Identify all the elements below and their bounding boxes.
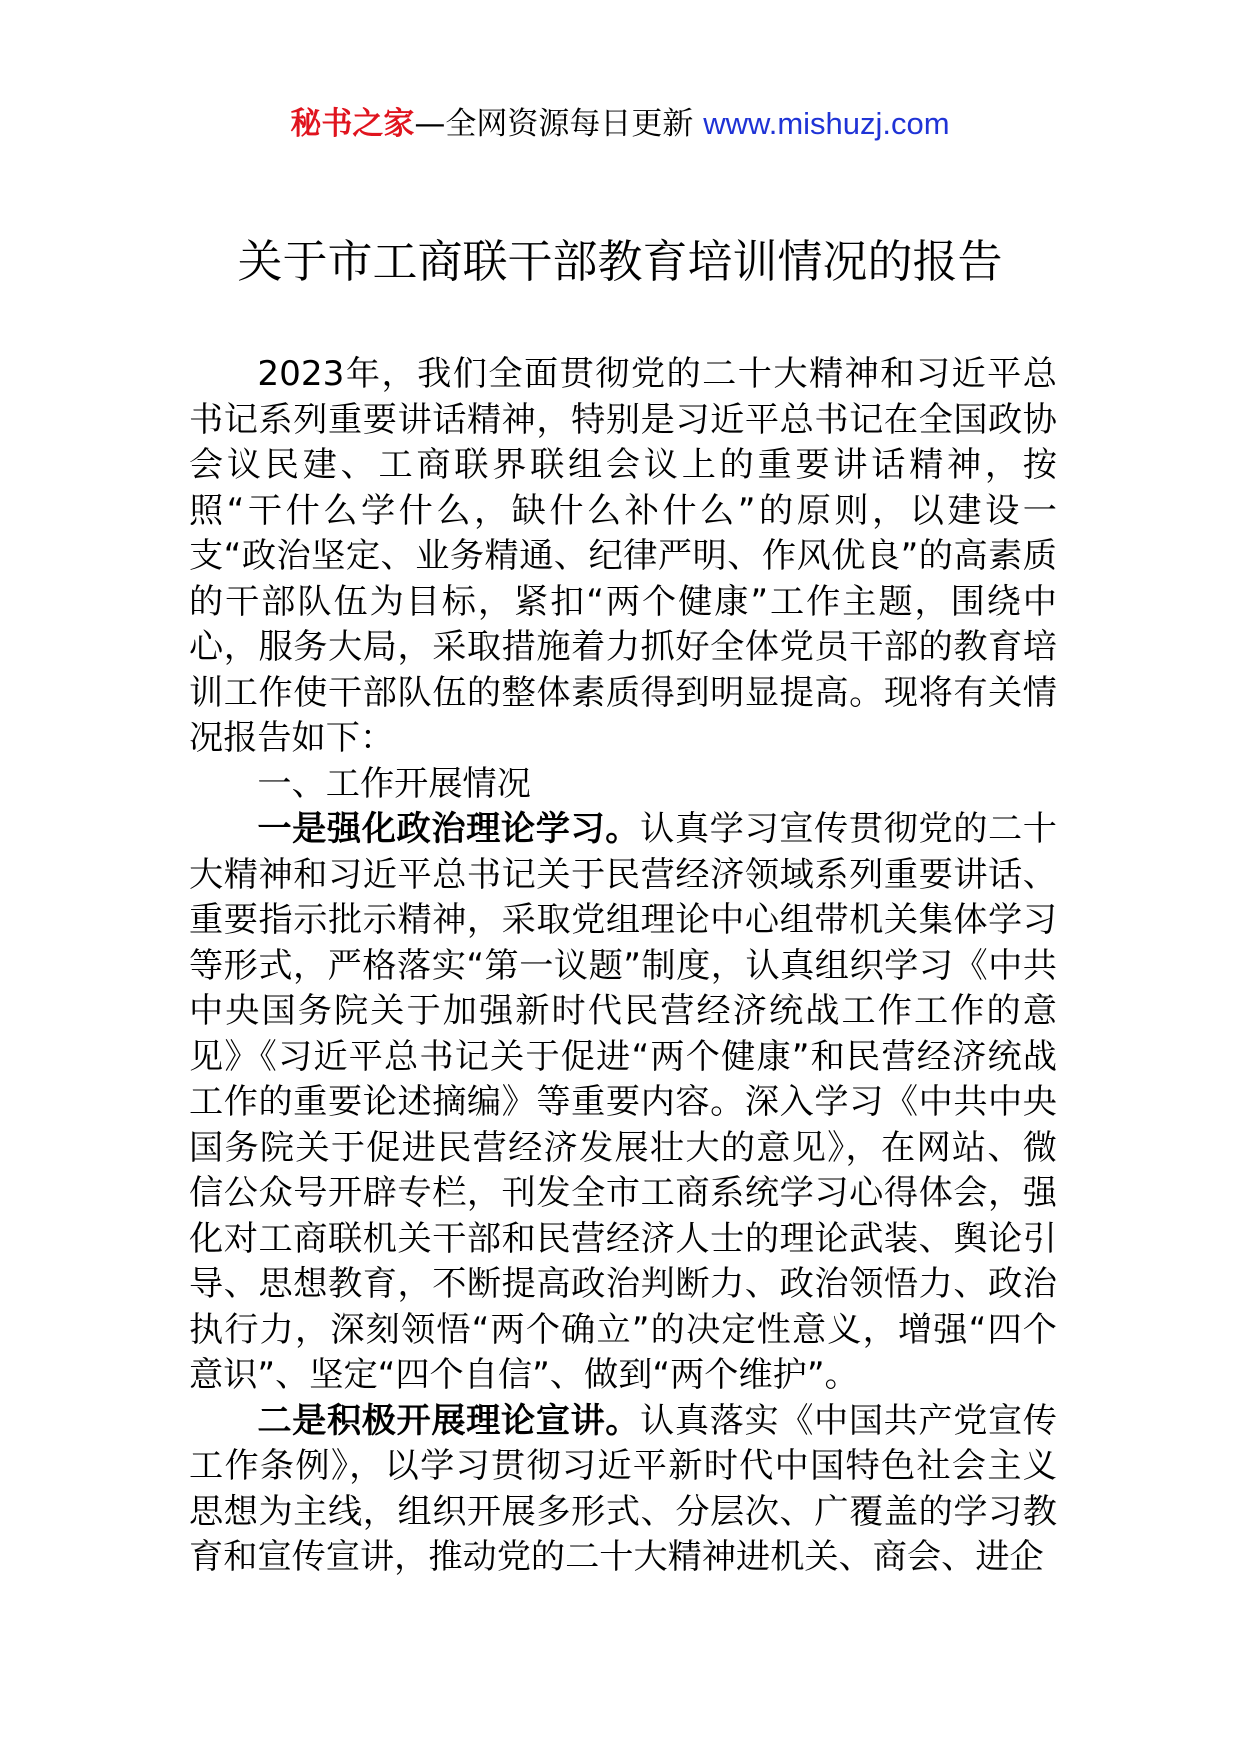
- document-body: [189, 352, 1057, 1581]
- website-link[interactable]: www.mishuzj.com: [703, 106, 950, 141]
- intro-paragraph: 2023年，我们全面贯彻党的二十大精神和习近平总书记系列重要讲话精神，特别是习近平总书记在全国政协会议民建、工商联界联组会议上的重要讲话精神，按照“干什么学什么，缺什么补什么”的原则，以建设一支“政治坚定、业务精通、纪律严明、作风优良”的高素质的干部队伍为目标，紧扣“两个健康”工作主题，围绕中心，服务大局，采取措施着力抓好全体党员干部的教育培训工作使干部队伍的整体素质得到明显提高。现将有关情况报告如下：: [189, 354, 1057, 758]
- brand-name: 秘书之家: [290, 106, 415, 142]
- header-banner: [0, 100, 1240, 148]
- paragraph-2-text: 认真落实《中国共产党宣传工作条例》，以学习贯彻习近平新时代中国特色社会主义思想为主线，组织开展多形式、分层次、广覆盖的学习教育和宣传宣讲，推动党的二十大精神进机关、商会、进企: [189, 1400, 1057, 1577]
- paragraph-1: [189, 807, 1057, 1399]
- banner-tagline: —全网资源每日更新: [414, 106, 704, 142]
- paragraph-2-lead: 二是积极开展理论宣讲。: [257, 1400, 641, 1441]
- document-title: 关于市工商联干部教育培训情况的报告: [237, 235, 1003, 288]
- paragraph-1-text: 认真学习宣传贯彻党的二十大精神和习近平总书记关于民营经济领域系列重要讲话、重要指示批示精神，采取党组理论中心组带机关集体学习等形式，严格落实“第一议题”制度，认真组织学习《中共中央国务院关于加强新时代民营经济统战工作工作的意见》《习近平总书记关于促进“两个健康”和民营经济统战工作的重要论述摘编》等重要内容。深入学习《中共中央国务院关于促进民营经济发展壮大的意见》，在网站、微信公众号开辟专栏，刊发全市工商系统学习心得体会，强化对工商联机关干部和民营经济人士的理论武装、舆论引导、思想教育，不断提高政治判断力、政治领悟力、政治执行力，深刻领悟“两个确立”的决定性意义，增强“四个意识”、坚定“四个自信”、做到“两个维护”。: [189, 809, 1057, 1395]
- paragraph-2: [189, 1399, 1057, 1581]
- section-heading: 一、工作开展情况: [257, 763, 531, 804]
- paragraph-1-lead: 一是强化政治理论学习。: [257, 809, 641, 849]
